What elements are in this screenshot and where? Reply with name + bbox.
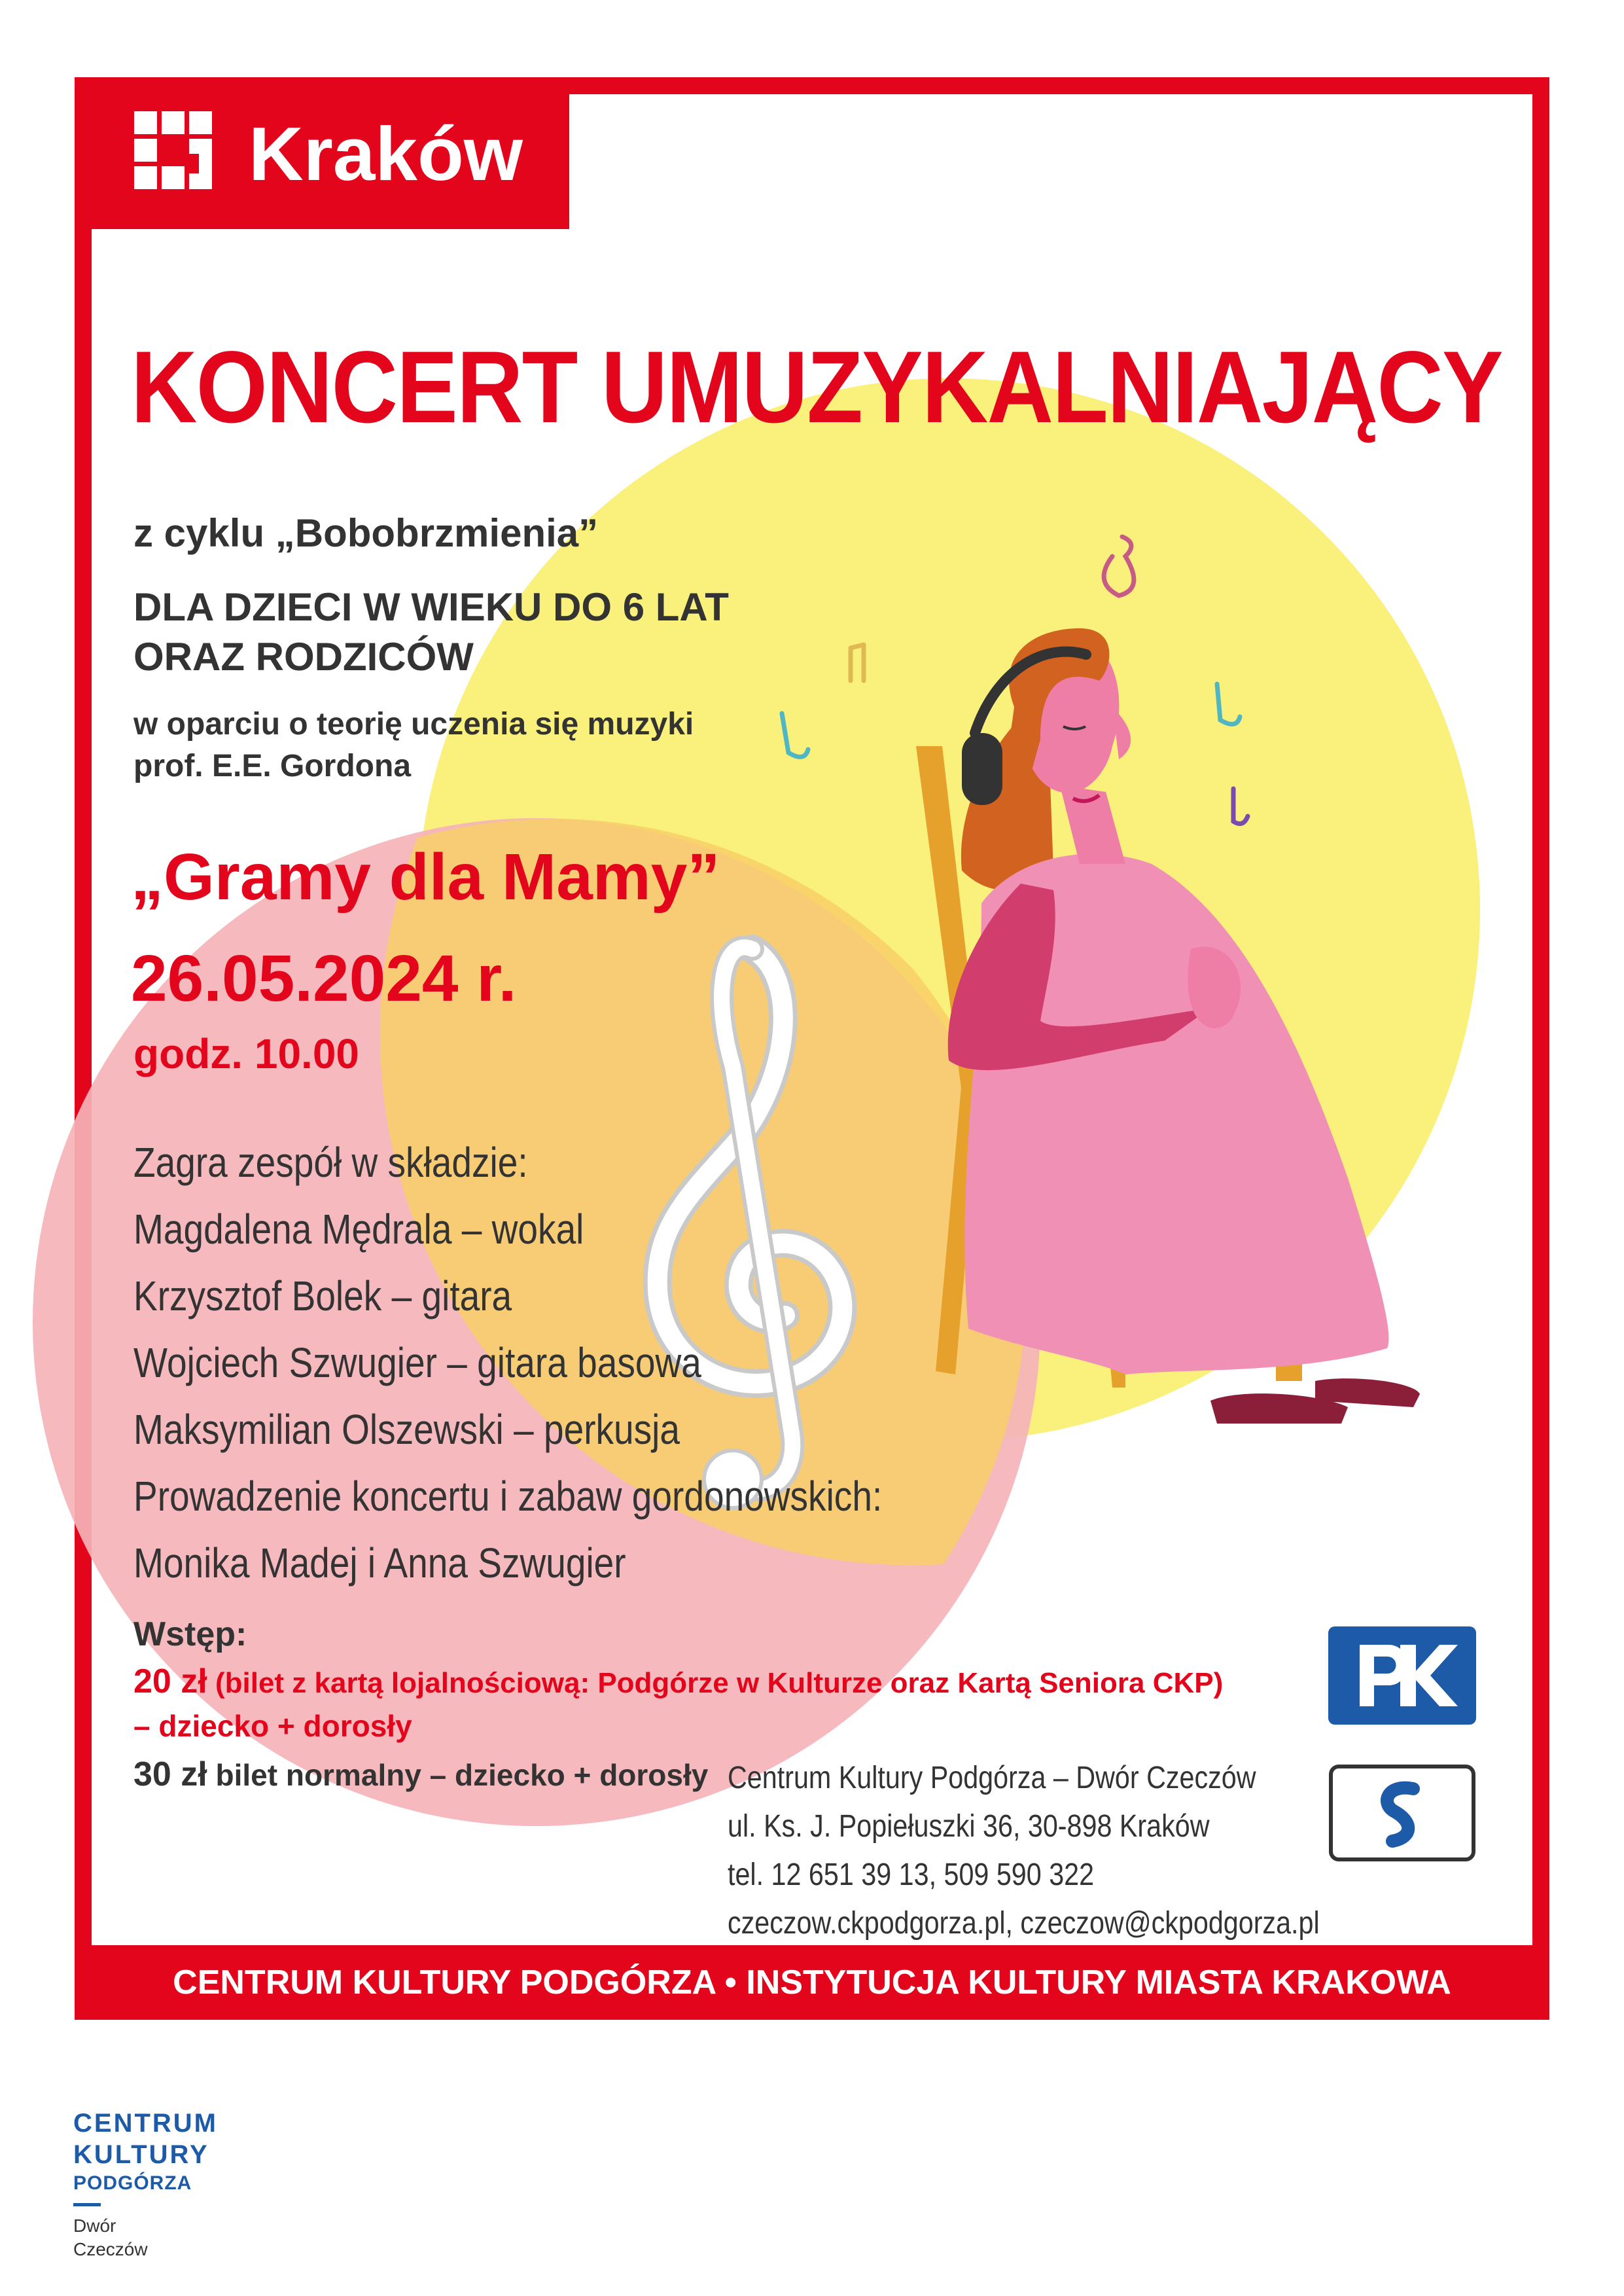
footer-text: CENTRUM KULTURY PODGÓRZA • INSTYTUCJA KULTURY MIASTA KRAKOWA (173, 1964, 1451, 2001)
pk-logo-icon (1328, 1626, 1476, 1725)
reduced-price-line (133, 1662, 1223, 1702)
event-name: „Gramy dla Mamy” (131, 840, 720, 914)
normal-price-note: bilet normalny – dziecko + dorosły (215, 1758, 709, 1792)
hosts-heading: Prowadzenie koncertu i zabaw gordonowskich: (133, 1473, 883, 1520)
band-list (133, 1129, 882, 1596)
reduced-price-who: – dziecko + dorosły (133, 1709, 412, 1743)
reduced-price: 20 zł (133, 1662, 207, 1700)
s-logo-icon (1328, 1764, 1476, 1862)
logo-line: Dwór (73, 2215, 116, 2236)
method-info (133, 704, 694, 787)
normal-price-line (133, 1755, 708, 1794)
audience-line: ORAZ RODZICÓW (133, 635, 474, 679)
hosts-names: Monika Madej i Anna Szwugier (133, 1539, 626, 1587)
method-line: prof. E.E. Gordona (133, 749, 412, 783)
logo-line: Czeczów (73, 2239, 148, 2259)
event-date: 26.05.2024 r. (131, 942, 517, 1015)
poster-title: KONCERT UMUZYKALNIAJĄCY (131, 331, 1502, 444)
band-member: Krzysztof Bolek – gitara (133, 1272, 512, 1319)
band-heading: Zagra zespół w składzie: (133, 1139, 528, 1186)
entry-heading: Wstęp: (133, 1615, 247, 1653)
city-label: Kraków (249, 111, 523, 196)
method-line: w oparciu o teorię uczenia się muzyki (133, 707, 694, 742)
series-name: z cyklu „Bobobrzmienia” (133, 511, 599, 555)
band-member: Magdalena Mędrala – wokal (133, 1206, 584, 1253)
venue-phone: tel. 12 651 39 13, 509 590 322 (728, 1857, 1095, 1892)
event-time: godz. 10.00 (133, 1030, 359, 1077)
audience-info (133, 583, 729, 682)
contact-info (728, 1754, 1320, 1948)
normal-price: 30 zł (133, 1755, 207, 1793)
venue-name: Centrum Kultury Podgórza – Dwór Czeczów (728, 1761, 1256, 1795)
ck-podgorza-logo (73, 2108, 218, 2261)
band-member: Maksymilian Olszewski – perkusja (133, 1406, 680, 1453)
logo-line: PODGÓRZA (73, 2172, 192, 2194)
venue-web-email: czeczow.ckpodgorza.pl, czeczow@ckpodgorza.pl (728, 1906, 1320, 1941)
reduced-price-note: (bilet z kartą lojalnościową: Podgórze w Kulturze oraz Kartą Seniora CKP) (215, 1667, 1224, 1699)
logo-divider (73, 2203, 101, 2206)
logo-line: KULTURY (73, 2140, 209, 2169)
krakow-logo-icon (131, 108, 216, 193)
logo-line: CENTRUM (73, 2109, 218, 2138)
venue-address: ul. Ks. J. Popiełuszki 36, 30-898 Kraków (728, 1809, 1210, 1844)
band-member: Wojciech Szwugier – gitara basowa (133, 1339, 701, 1386)
audience-line: DLA DZIECI W WIEKU DO 6 LAT (133, 585, 729, 629)
